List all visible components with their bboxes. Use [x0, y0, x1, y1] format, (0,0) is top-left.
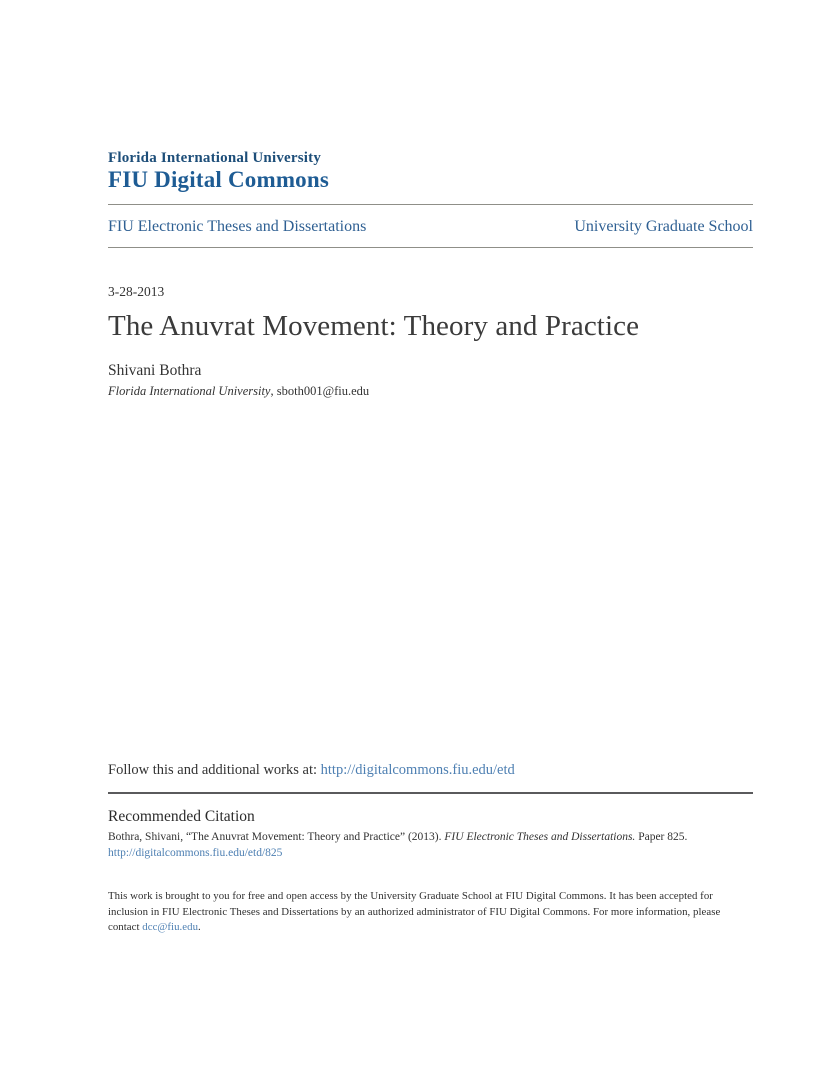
- etd-collection-link[interactable]: http://digitalcommons.fiu.edu/etd: [320, 762, 515, 778]
- follow-works-line: [108, 762, 753, 779]
- follow-label: Follow this and additional works at:: [108, 762, 321, 778]
- divider-citation: [108, 792, 753, 794]
- footer-period: .: [198, 921, 201, 933]
- recommended-citation-heading: Recommended Citation: [108, 808, 255, 825]
- author-affiliation: [108, 384, 753, 399]
- divider-bottom: [108, 247, 753, 248]
- citation-roman-part: Bothra, Shivani, “The Anuvrat Movement: Theory and Practice” (2013).: [108, 831, 445, 843]
- divider-top: [108, 204, 753, 205]
- affiliation-email: , sboth001@fiu.edu: [270, 384, 370, 398]
- citation-series-italic: FIU Electronic Theses and Dissertations.: [444, 831, 636, 843]
- institution-name: Florida International University: [108, 150, 322, 166]
- footer-note: [108, 889, 753, 936]
- series-navbar: [108, 216, 753, 238]
- affiliation-institution: Florida International University: [108, 384, 271, 398]
- footer-text: This work is brought to you for free and open access by the University Graduate School at FIU Digital Commons. It has been accepted for inclusion in FIU Electronic Theses and Dissertations by an authorized administrator of FIU Digital Commons. For more information, please contact: [108, 890, 721, 933]
- citation-url-link[interactable]: http://digitalcommons.fiu.edu/etd/825: [108, 847, 283, 859]
- contact-email-link[interactable]: dcc@fiu.edu: [142, 921, 199, 933]
- author-name: Shivani Bothra: [108, 362, 202, 379]
- publication-date: 3-28-2013: [108, 284, 165, 299]
- citation-text: [108, 829, 753, 845]
- citation-paper-number: Paper 825.: [635, 831, 688, 843]
- repository-title: FIU Digital Commons: [108, 167, 330, 192]
- thesis-title: The Anuvrat Movement: Theory and Practice: [108, 310, 640, 342]
- nav-link-etd-series[interactable]: FIU Electronic Theses and Dissertations: [108, 218, 367, 235]
- nav-link-graduate-school[interactable]: University Graduate School: [574, 218, 753, 235]
